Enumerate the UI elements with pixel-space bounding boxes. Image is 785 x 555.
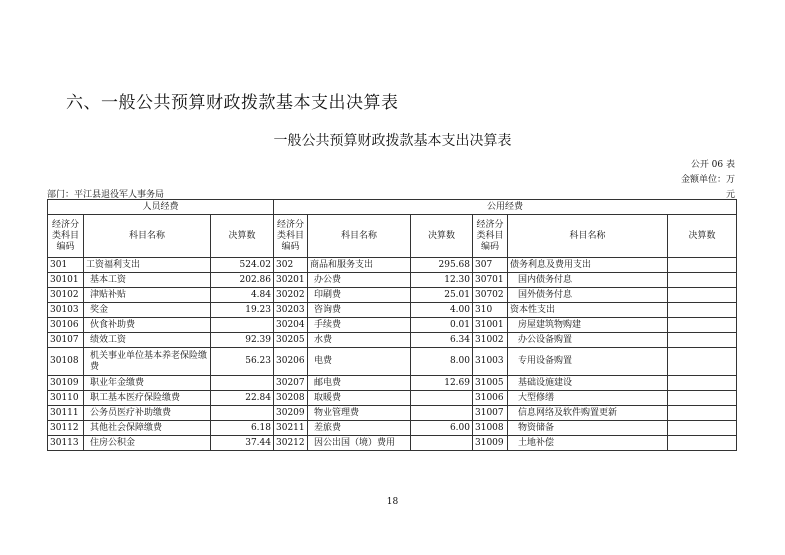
section-title: 六、一般公共预算财政拨款基本支出决算表 [66, 93, 399, 113]
cell-name: 津贴补贴 [84, 288, 211, 303]
cell-name: 商品和服务支出 [308, 258, 411, 273]
col-code: 经济分类科目编码 [473, 215, 508, 258]
cell-name: 土地补偿 [508, 436, 668, 451]
cell-code: 310 [473, 303, 508, 318]
cell-code: 302 [274, 258, 308, 273]
cell-name: 手续费 [308, 318, 411, 333]
cell-code: 30111 [48, 406, 84, 421]
cell-code: 31005 [473, 376, 508, 391]
cell-amount [668, 421, 737, 436]
column-header-row [48, 215, 737, 258]
cell-name: 基本工资 [84, 273, 211, 288]
cell-amount: 37.44 [211, 436, 274, 451]
group-header-row [48, 200, 737, 215]
cell-amount [668, 258, 737, 273]
table-row [48, 348, 737, 376]
cell-code: 30113 [48, 436, 84, 451]
cell-amount [411, 406, 473, 421]
cell-name: 基础设施建设 [508, 376, 668, 391]
col-code: 经济分类科目编码 [274, 215, 308, 258]
cell-code: 31009 [473, 436, 508, 451]
cell-name: 大型修缮 [508, 391, 668, 406]
col-code: 经济分类科目编码 [48, 215, 84, 258]
cell-code: 30212 [274, 436, 308, 451]
table-row [48, 258, 737, 273]
group-public: 公用经费 [274, 200, 737, 215]
cell-code: 30102 [48, 288, 84, 303]
form-code: 公开 06 表 [690, 160, 735, 170]
cell-amount [668, 376, 737, 391]
cell-name: 工资福利支出 [84, 258, 211, 273]
cell-amount: 25.01 [411, 288, 473, 303]
table-row [48, 406, 737, 421]
cell-code: 30209 [274, 406, 308, 421]
cell-name: 办公费 [308, 273, 411, 288]
cell-code: 30201 [274, 273, 308, 288]
col-amount: 决算数 [668, 215, 737, 258]
cell-name: 因公出国（境）费用 [308, 436, 411, 451]
cell-name: 国外债务付息 [508, 288, 668, 303]
unit-label: 金额单位：万 [680, 175, 735, 185]
col-name: 科目名称 [308, 215, 411, 258]
cell-amount: 22.84 [211, 391, 274, 406]
cell-code: 30702 [473, 288, 508, 303]
cell-amount: 12.30 [411, 273, 473, 288]
cell-amount [668, 348, 737, 376]
cell-code: 30109 [48, 376, 84, 391]
cell-code: 31002 [473, 333, 508, 348]
cell-name: 绩效工资 [84, 333, 211, 348]
cell-name: 专用设备购置 [508, 348, 668, 376]
cell-code: 30106 [48, 318, 84, 333]
cell-amount: 6.18 [211, 421, 274, 436]
col-name: 科目名称 [508, 215, 668, 258]
cell-name: 职业年金缴费 [84, 376, 211, 391]
cell-code: 30205 [274, 333, 308, 348]
cell-name: 其他社会保障缴费 [84, 421, 211, 436]
unit-label-wrap: 元 [725, 190, 735, 200]
cell-amount [211, 376, 274, 391]
cell-name: 信息网络及软件购置更新 [508, 406, 668, 421]
col-name: 科目名称 [84, 215, 211, 258]
cell-name: 电费 [308, 348, 411, 376]
cell-amount: 8.00 [411, 348, 473, 376]
cell-name: 国内债务付息 [508, 273, 668, 288]
table-row [48, 421, 737, 436]
cell-amount: 92.39 [211, 333, 274, 348]
cell-name: 水费 [308, 333, 411, 348]
cell-name: 取暖费 [308, 391, 411, 406]
cell-name: 奖金 [84, 303, 211, 318]
cell-code: 30211 [274, 421, 308, 436]
cell-amount: 6.34 [411, 333, 473, 348]
cell-code: 31001 [473, 318, 508, 333]
cell-amount: 6.00 [411, 421, 473, 436]
cell-amount [211, 406, 274, 421]
cell-amount [668, 391, 737, 406]
cell-amount: 295.68 [411, 258, 473, 273]
cell-amount [668, 288, 737, 303]
cell-amount: 524.02 [211, 258, 274, 273]
cell-code: 30202 [274, 288, 308, 303]
table-row [48, 391, 737, 406]
cell-code: 30204 [274, 318, 308, 333]
table-row [48, 303, 737, 318]
cell-amount: 4.84 [211, 288, 274, 303]
cell-code: 31003 [473, 348, 508, 376]
cell-amount [668, 436, 737, 451]
cell-name: 印刷费 [308, 288, 411, 303]
cell-name: 住房公积金 [84, 436, 211, 451]
cell-code: 30103 [48, 303, 84, 318]
cell-amount [211, 318, 274, 333]
cell-name: 邮电费 [308, 376, 411, 391]
cell-name: 物资储备 [508, 421, 668, 436]
cell-amount: 19.23 [211, 303, 274, 318]
table-row [48, 273, 737, 288]
cell-name: 债务利息及费用支出 [508, 258, 668, 273]
cell-amount [668, 318, 737, 333]
cell-name: 公务员医疗补助缴费 [84, 406, 211, 421]
col-amount: 决算数 [411, 215, 473, 258]
cell-code: 30112 [48, 421, 84, 436]
cell-code: 30108 [48, 348, 84, 376]
page-number: 18 [386, 497, 399, 507]
cell-code: 30107 [48, 333, 84, 348]
cell-name: 物业管理费 [308, 406, 411, 421]
cell-code: 31007 [473, 406, 508, 421]
group-personnel: 人员经费 [48, 200, 274, 215]
expenditure-table [47, 199, 737, 451]
cell-code: 30101 [48, 273, 84, 288]
cell-code: 31008 [473, 421, 508, 436]
cell-name: 资本性支出 [508, 303, 668, 318]
table-row [48, 333, 737, 348]
cell-amount [668, 406, 737, 421]
col-amount: 决算数 [211, 215, 274, 258]
table-title: 一般公共预算财政拨款基本支出决算表 [273, 133, 512, 149]
cell-code: 30110 [48, 391, 84, 406]
cell-name: 咨询费 [308, 303, 411, 318]
cell-amount [668, 273, 737, 288]
cell-code: 301 [48, 258, 84, 273]
cell-code: 30208 [274, 391, 308, 406]
cell-code: 307 [473, 258, 508, 273]
cell-name: 伙食补助费 [84, 318, 211, 333]
cell-amount [411, 391, 473, 406]
cell-code: 30207 [274, 376, 308, 391]
cell-name: 办公设备购置 [508, 333, 668, 348]
cell-amount: 0.01 [411, 318, 473, 333]
cell-code: 30203 [274, 303, 308, 318]
table-row [48, 288, 737, 303]
cell-amount: 56.23 [211, 348, 274, 376]
table-row [48, 376, 737, 391]
cell-name: 职工基本医疗保险缴费 [84, 391, 211, 406]
cell-amount: 12.69 [411, 376, 473, 391]
cell-code: 30701 [473, 273, 508, 288]
cell-code: 30206 [274, 348, 308, 376]
cell-amount: 4.00 [411, 303, 473, 318]
cell-name: 房屋建筑物购建 [508, 318, 668, 333]
cell-amount: 202.86 [211, 273, 274, 288]
department-label: 部门：平江县退役军人事务局 [47, 190, 165, 200]
cell-amount [668, 333, 737, 348]
cell-amount [668, 303, 737, 318]
table-row [48, 318, 737, 333]
cell-amount [411, 436, 473, 451]
cell-name: 机关事业单位基本养老保险缴费 [84, 348, 211, 376]
cell-code: 31006 [473, 391, 508, 406]
cell-name: 差旅费 [308, 421, 411, 436]
table-row [48, 436, 737, 451]
